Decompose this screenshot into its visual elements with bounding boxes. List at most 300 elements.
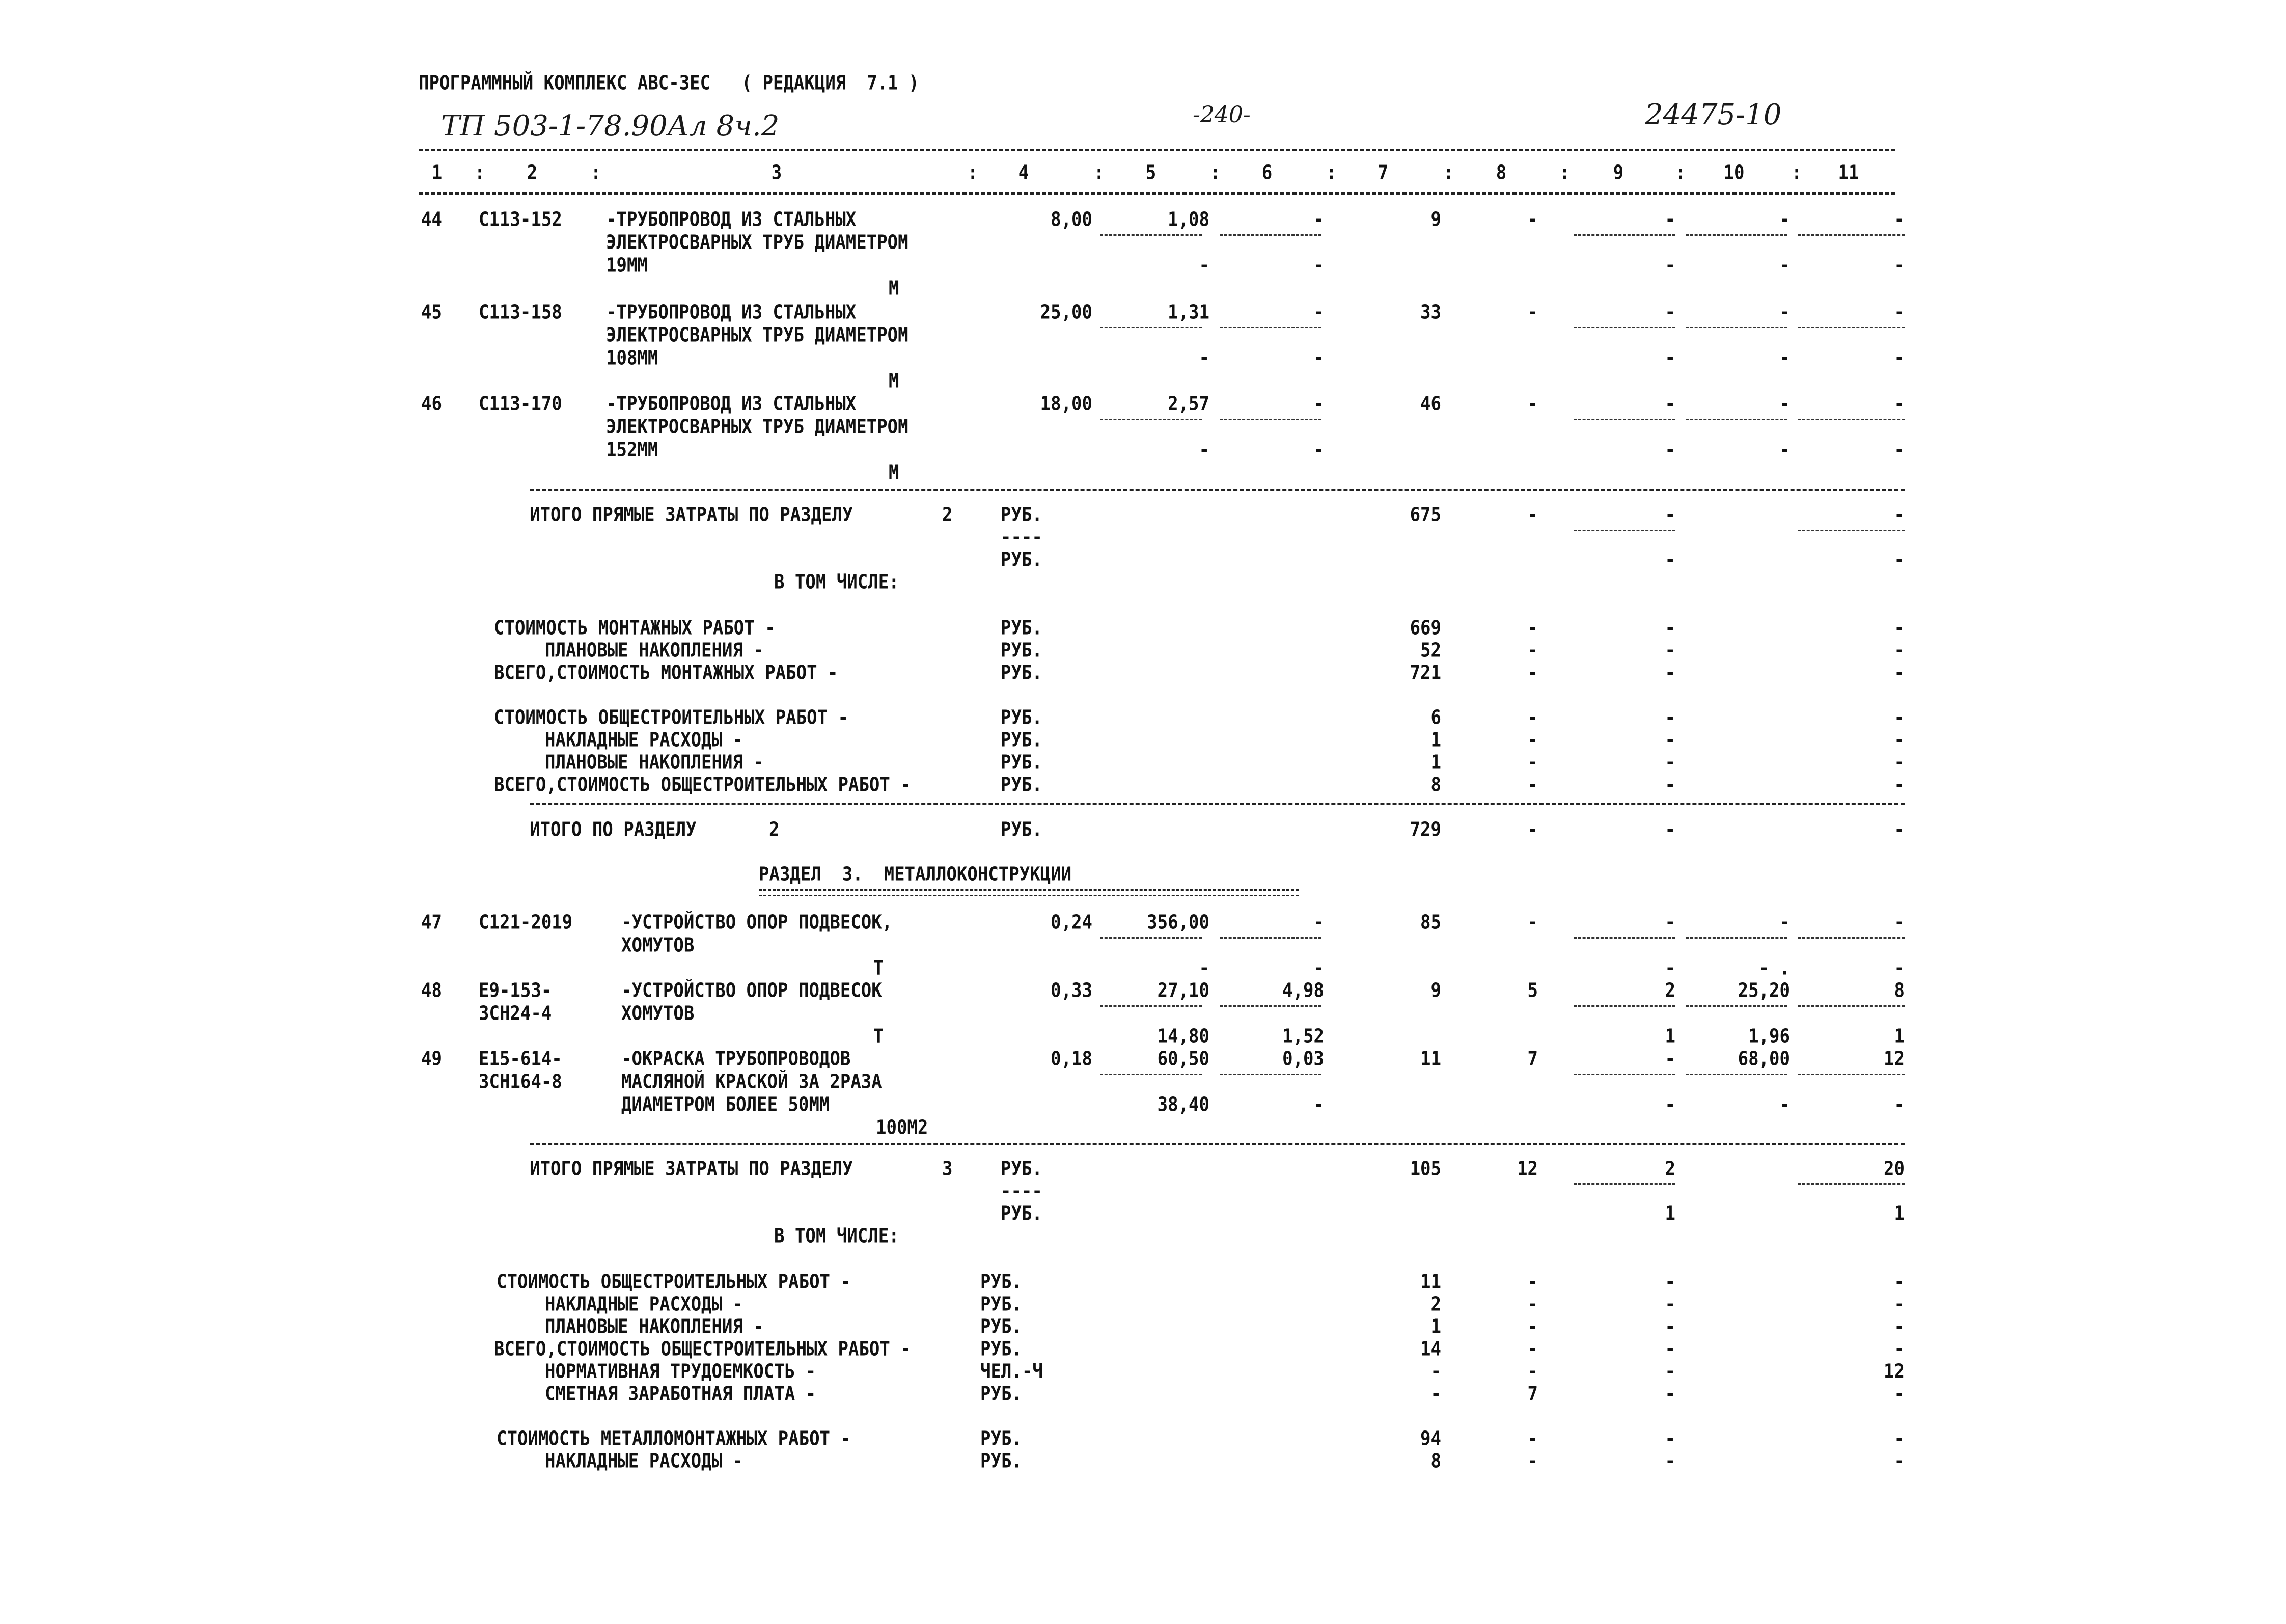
item-c9b: - [1665, 346, 1675, 370]
summary-c9: - [1665, 773, 1675, 796]
summary-c7: 8 [1430, 1449, 1441, 1473]
item-description: 19ММ [606, 254, 648, 277]
item-c11: - [1894, 300, 1905, 324]
section-total-c11: - [1894, 503, 1905, 527]
item-price-rule [1100, 234, 1202, 236]
item-c9b: - [1665, 254, 1675, 277]
including-heading: В ТОМ ЧИСЛЕ: [774, 570, 899, 594]
section-total-c8: 12 [1517, 1157, 1538, 1180]
item-unit: 100М2 [876, 1116, 928, 1139]
item-c10b: 1,96 [1748, 1025, 1790, 1048]
section-final-c7: 729 [1410, 818, 1441, 841]
item-c11b: - [1894, 346, 1905, 370]
summary-c7: 14 [1420, 1337, 1441, 1361]
summary-c11: - [1894, 773, 1905, 796]
summary-c9: - [1665, 1427, 1675, 1450]
column-heading-6: 6 [1261, 161, 1273, 184]
summary-c7: 721 [1410, 661, 1441, 684]
summary-label: ВСЕГО,СТОИМОСТЬ ОБЩЕСТРОИТЕЛЬНЫХ РАБОТ - [494, 1337, 911, 1361]
item-total: 9 [1430, 979, 1441, 1002]
summary-c7: - [1430, 1360, 1441, 1383]
item-description: 152ММ [606, 438, 658, 461]
summary-c7: - [1430, 1382, 1441, 1406]
column-heading-2: 2 [527, 161, 538, 184]
item-total: 11 [1420, 1047, 1441, 1070]
item-unit: Т [873, 1025, 884, 1048]
item-price-rule [1220, 234, 1321, 236]
item-rule [1686, 1005, 1787, 1007]
summary-label: НАКЛАДНЫЕ РАСХОДЫ - [545, 728, 743, 752]
item-c10: 25,20 [1738, 979, 1790, 1002]
item-price-rule [1100, 419, 1202, 420]
item-code: Е15-614- [479, 1047, 562, 1070]
item-c11: 8 [1894, 979, 1905, 1002]
item-c9: - [1665, 1047, 1675, 1070]
summary-c7: 1 [1430, 751, 1441, 774]
item-number: 44 [421, 208, 442, 231]
summary-label: ВСЕГО,СТОИМОСТЬ МОНТАЖНЫХ РАБОТ - [494, 661, 838, 684]
section-total-c9b: - [1665, 548, 1675, 571]
section-final-c8: - [1527, 818, 1538, 841]
section-total-c11: 20 [1884, 1157, 1905, 1180]
column-separator: : [475, 161, 485, 184]
summary-c8: 7 [1527, 1382, 1538, 1406]
summary-c9: - [1665, 1360, 1675, 1383]
summary-c8: - [1527, 751, 1538, 774]
section-total-label: ИТОГО ПРЯМЫЕ ЗАТРАТЫ ПО РАЗДЕЛУ [530, 1157, 853, 1180]
item-quantity: 8,00 [1051, 208, 1092, 231]
summary-c7: 2 [1430, 1292, 1441, 1316]
item-description: ЭЛЕКТРОСВАРНЫХ ТРУБ ДИАМЕТРОМ [606, 323, 908, 347]
section-final-unit: РУБ. [1001, 818, 1042, 841]
item-c9b: - [1665, 956, 1675, 980]
item-c11b: - [1894, 1093, 1905, 1116]
item-rule [1574, 419, 1675, 420]
summary-c11: - [1894, 1315, 1905, 1338]
section-unit-2: РУБ. [1001, 1202, 1042, 1225]
total-rule [1798, 1183, 1905, 1185]
summary-c9: - [1665, 1337, 1675, 1361]
summary-c11: - [1894, 1449, 1905, 1473]
item-rule [1686, 234, 1787, 236]
item-c8: - [1527, 392, 1538, 416]
summary-c8: - [1527, 661, 1538, 684]
summary-c11: - [1894, 1427, 1905, 1450]
summary-unit: РУБ. [1001, 661, 1042, 684]
item-c11b: - [1894, 254, 1905, 277]
item-c9b: - [1665, 1093, 1675, 1116]
summary-unit: РУБ. [1001, 751, 1042, 774]
summary-label: НАКЛАДНЫЕ РАСХОДЫ - [545, 1449, 743, 1473]
item-c6b: - [1313, 438, 1324, 461]
item-c10b: - [1779, 254, 1790, 277]
column-separator: : [1094, 161, 1105, 184]
summary-c7: 52 [1420, 639, 1441, 662]
summary-label: СТОИМОСТЬ МЕТАЛЛОМОНТАЖНЫХ РАБОТ - [497, 1427, 851, 1450]
item-code-2: 3СН164-8 [479, 1070, 562, 1093]
column-heading-9: 9 [1613, 161, 1624, 184]
unit-separator: ---- [1001, 1179, 1042, 1203]
item-number: 45 [421, 300, 442, 324]
item-c9: - [1665, 911, 1675, 934]
item-unit-price-b: - [1199, 956, 1209, 980]
item-c9: 2 [1665, 979, 1675, 1002]
summary-unit: РУБ. [980, 1315, 1022, 1338]
item-price-rule [1100, 1005, 1202, 1007]
item-rule [1798, 234, 1905, 236]
item-number: 49 [421, 1047, 442, 1070]
item-description: ЭЛЕКТРОСВАРНЫХ ТРУБ ДИАМЕТРОМ [606, 231, 908, 254]
summary-c7: 94 [1420, 1427, 1441, 1450]
total-rule [1798, 530, 1905, 531]
item-c6b: - [1313, 956, 1324, 980]
item-c9: - [1665, 208, 1675, 231]
item-quantity: 18,00 [1040, 392, 1092, 416]
item-c6: - [1313, 300, 1324, 324]
item-price-rule [1220, 1005, 1321, 1007]
summary-c9: - [1665, 639, 1675, 662]
item-rule [1686, 419, 1787, 420]
item-rule [1798, 1074, 1905, 1075]
unit-separator: ---- [1001, 526, 1042, 549]
summary-unit: РУБ. [980, 1292, 1022, 1316]
column-heading-10: 10 [1723, 161, 1745, 184]
stamp-number: 24475-10 [1645, 98, 1782, 131]
summary-c8: - [1527, 728, 1538, 752]
summary-c8: - [1527, 1360, 1538, 1383]
section-final-number: 2 [769, 818, 780, 841]
summary-c9: - [1665, 1449, 1675, 1473]
section-total-c7: 105 [1410, 1157, 1441, 1180]
item-unit-price-b: 38,40 [1157, 1093, 1209, 1116]
item-c11: - [1894, 911, 1905, 934]
section-rule [530, 803, 1905, 805]
item-total: 9 [1430, 208, 1441, 231]
summary-c8: - [1527, 773, 1538, 796]
item-unit-price: 356,00 [1147, 911, 1209, 934]
section-rule [530, 1143, 1905, 1145]
summary-c11: - [1894, 661, 1905, 684]
column-separator: : [1792, 161, 1802, 184]
summary-label: ПЛАНОВЫЕ НАКОПЛЕНИЯ - [545, 1315, 764, 1338]
item-unit-price: 1,31 [1168, 300, 1209, 324]
item-price-rule [1100, 1074, 1202, 1075]
summary-c9: - [1665, 728, 1675, 752]
summary-c8: - [1527, 1270, 1538, 1293]
item-unit: Т [873, 956, 884, 980]
item-c11b: - [1894, 956, 1905, 980]
summary-c9: - [1665, 751, 1675, 774]
item-description: -ТРУБОПРОВОД ИЗ СТАЛЬНЫХ [606, 208, 857, 231]
summary-unit: РУБ. [980, 1337, 1022, 1361]
section-total-c8: - [1527, 503, 1538, 527]
item-rule [1798, 1005, 1905, 1007]
item-unit: М [889, 461, 899, 484]
summary-label: НАКЛАДНЫЕ РАСХОДЫ - [545, 1292, 743, 1316]
total-rule [1574, 1183, 1675, 1185]
summary-label: ВСЕГО,СТОИМОСТЬ ОБЩЕСТРОИТЕЛЬНЫХ РАБОТ - [494, 773, 911, 796]
item-code-2: 3СН24-4 [479, 1002, 552, 1025]
section-final-c11: - [1894, 818, 1905, 841]
item-c10: - [1779, 911, 1790, 934]
section-final-c9: - [1665, 818, 1675, 841]
column-heading-5: 5 [1145, 161, 1156, 184]
summary-c8: - [1527, 706, 1538, 729]
item-description: 108ММ [606, 346, 658, 370]
summary-unit: РУБ. [1001, 616, 1042, 640]
section-title: РАЗДЕЛ 3. МЕТАЛЛОКОНСТРУКЦИИ [759, 863, 1072, 886]
item-quantity: 0,33 [1051, 979, 1092, 1002]
total-rule [1574, 530, 1675, 531]
item-unit-price: 27,10 [1157, 979, 1209, 1002]
item-description: -УСТРОЙСТВО ОПОР ПОДВЕСОК, [621, 911, 893, 934]
item-c8: - [1527, 300, 1538, 324]
summary-c9: - [1665, 661, 1675, 684]
item-c6b: - [1313, 254, 1324, 277]
item-c11b: 1 [1894, 1025, 1905, 1048]
section-total-c9b: 1 [1665, 1202, 1675, 1225]
section-total-c11b: 1 [1894, 1202, 1905, 1225]
summary-label: ПЛАНОВЫЕ НАКОПЛЕНИЯ - [545, 639, 764, 662]
summary-c8: - [1527, 616, 1538, 640]
summary-c11: - [1894, 706, 1905, 729]
item-unit-price-b: - [1199, 254, 1209, 277]
item-c6: 0,03 [1282, 1047, 1324, 1070]
summary-unit: ЧЕЛ.-Ч [980, 1360, 1043, 1383]
item-code: Е9-153- [479, 979, 552, 1002]
item-c10: 68,00 [1738, 1047, 1790, 1070]
item-c10b: - . [1758, 956, 1790, 980]
item-c6: - [1313, 911, 1324, 934]
item-description: -УСТРОЙСТВО ОПОР ПОДВЕСОК [621, 979, 882, 1002]
item-unit-price: 60,50 [1157, 1047, 1209, 1070]
item-number: 46 [421, 392, 442, 416]
item-c6: - [1313, 208, 1324, 231]
item-rule [1798, 937, 1905, 939]
column-heading-11: 11 [1838, 161, 1859, 184]
item-unit-price-b: - [1199, 438, 1209, 461]
item-rule [1574, 1005, 1675, 1007]
summary-unit: РУБ. [1001, 728, 1042, 752]
summary-c11: - [1894, 1292, 1905, 1316]
summary-c8: - [1527, 1449, 1538, 1473]
summary-unit: РУБ. [980, 1382, 1022, 1406]
document-code: ТП 503-1-78.90Ал 8ч.2 [441, 109, 780, 143]
section-number: 2 [942, 503, 953, 527]
item-c11: - [1894, 208, 1905, 231]
item-price-rule [1220, 419, 1321, 420]
column-separator: : [968, 161, 978, 184]
item-description: ХОМУТОВ [621, 1002, 695, 1025]
section-total-c9: 2 [1665, 1157, 1675, 1180]
item-c10b: - [1779, 1093, 1790, 1116]
summary-c9: - [1665, 1292, 1675, 1316]
item-quantity: 25,00 [1040, 300, 1092, 324]
item-c10b: - [1779, 346, 1790, 370]
column-separator: : [591, 161, 601, 184]
item-price-rule [1100, 327, 1202, 328]
item-price-rule [1220, 937, 1321, 939]
item-c11: - [1894, 392, 1905, 416]
item-rule [1798, 419, 1905, 420]
item-rule [1574, 1074, 1675, 1075]
column-separator: : [1443, 161, 1454, 184]
column-heading-3: 3 [771, 161, 782, 184]
summary-c7: 669 [1410, 616, 1441, 640]
summary-c9: - [1665, 706, 1675, 729]
item-unit-price: 1,08 [1168, 208, 1209, 231]
column-heading-7: 7 [1378, 161, 1389, 184]
summary-label: СМЕТНАЯ ЗАРАБОТНАЯ ПЛАТА - [545, 1382, 816, 1406]
item-unit: М [889, 277, 899, 300]
summary-label: СТОИМОСТЬ МОНТАЖНЫХ РАБОТ - [494, 616, 776, 640]
item-rule [1574, 327, 1675, 328]
item-c8: 5 [1527, 979, 1538, 1002]
summary-label: ПЛАНОВЫЕ НАКОПЛЕНИЯ - [545, 751, 764, 774]
summary-c11: - [1894, 616, 1905, 640]
section-title-underline [759, 889, 1299, 896]
item-rule [1686, 937, 1787, 939]
item-unit-price-b: - [1199, 346, 1209, 370]
item-code: С113-152 [479, 208, 562, 231]
summary-unit: РУБ. [1001, 706, 1042, 729]
item-rule [1686, 1074, 1787, 1075]
summary-c8: - [1527, 1292, 1538, 1316]
item-c9: - [1665, 392, 1675, 416]
item-description: -ОКРАСКА ТРУБОПРОВОДОВ [621, 1047, 851, 1070]
item-c9b: - [1665, 438, 1675, 461]
column-heading-8: 8 [1496, 161, 1507, 184]
item-c11b: - [1894, 438, 1905, 461]
item-rule [1686, 327, 1787, 328]
summary-c7: 11 [1420, 1270, 1441, 1293]
summary-c9: - [1665, 1270, 1675, 1293]
column-separator: : [1326, 161, 1337, 184]
item-price-rule [1220, 1074, 1321, 1075]
item-c9: - [1665, 300, 1675, 324]
item-c6b: 1,52 [1282, 1025, 1324, 1048]
section-unit: РУБ. [1001, 503, 1042, 527]
summary-label: СТОИМОСТЬ ОБЩЕСТРОИТЕЛЬНЫХ РАБОТ - [497, 1270, 851, 1293]
summary-c8: - [1527, 1315, 1538, 1338]
item-total: 85 [1420, 911, 1441, 934]
section-total-c11b: - [1894, 548, 1905, 571]
summary-c8: - [1527, 1337, 1538, 1361]
item-c6b: - [1313, 1093, 1324, 1116]
section-unit: РУБ. [1001, 1157, 1042, 1180]
summary-c7: 8 [1430, 773, 1441, 796]
item-c8: - [1527, 911, 1538, 934]
section-rule [530, 489, 1905, 491]
summary-c9: - [1665, 1315, 1675, 1338]
summary-unit: РУБ. [980, 1270, 1022, 1293]
summary-c9: - [1665, 616, 1675, 640]
summary-c11: 12 [1884, 1360, 1905, 1383]
summary-unit: РУБ. [980, 1427, 1022, 1450]
item-quantity: 0,24 [1051, 911, 1092, 934]
summary-c9: - [1665, 1382, 1675, 1406]
item-code: С113-170 [479, 392, 562, 416]
item-number: 48 [421, 979, 442, 1002]
column-separator: : [1210, 161, 1221, 184]
summary-unit: РУБ. [1001, 773, 1042, 796]
column-separator: : [1675, 161, 1686, 184]
summary-c11: - [1894, 1270, 1905, 1293]
column-heading-1: 1 [431, 161, 443, 184]
item-c9b: 1 [1665, 1025, 1675, 1048]
summary-c8: - [1527, 639, 1538, 662]
section-final-label: ИТОГО ПО РАЗДЕЛУ [530, 818, 697, 841]
item-rule [1574, 234, 1675, 236]
item-c11: 12 [1884, 1047, 1905, 1070]
summary-c11: - [1894, 728, 1905, 752]
item-c6b: - [1313, 346, 1324, 370]
section-total-c7: 675 [1410, 503, 1441, 527]
item-c10: - [1779, 208, 1790, 231]
item-rule [1798, 327, 1905, 328]
item-c10b: - [1779, 438, 1790, 461]
summary-c11: - [1894, 639, 1905, 662]
summary-unit: РУБ. [980, 1449, 1022, 1473]
item-c6: - [1313, 392, 1324, 416]
item-c6: 4,98 [1282, 979, 1324, 1002]
summary-unit: РУБ. [1001, 639, 1042, 662]
item-quantity: 0,18 [1051, 1047, 1092, 1070]
section-number: 3 [942, 1157, 953, 1180]
item-code: С121-2019 [479, 911, 573, 934]
item-description: МАСЛЯНОЙ КРАСКОЙ ЗА 2РАЗА [621, 1070, 882, 1093]
header-rule-top [419, 149, 1895, 151]
item-description: ДИАМЕТРОМ БОЛЕЕ 50ММ [621, 1093, 830, 1116]
summary-c7: 1 [1430, 728, 1441, 752]
item-price-rule [1100, 937, 1202, 939]
item-code: С113-158 [479, 300, 562, 324]
item-total: 46 [1420, 392, 1441, 416]
item-price-rule [1220, 327, 1321, 328]
summary-label: СТОИМОСТЬ ОБЩЕСТРОИТЕЛЬНЫХ РАБОТ - [494, 706, 848, 729]
summary-c7: 1 [1430, 1315, 1441, 1338]
summary-label: НОРМАТИВНАЯ ТРУДОЕМКОСТЬ - [545, 1360, 816, 1383]
item-description: -ТРУБОПРОВОД ИЗ СТАЛЬНЫХ [606, 300, 857, 324]
item-number: 47 [421, 911, 442, 934]
item-c10: - [1779, 392, 1790, 416]
item-description: ХОМУТОВ [621, 933, 695, 957]
summary-c11: - [1894, 751, 1905, 774]
item-total: 33 [1420, 300, 1441, 324]
column-separator: : [1559, 161, 1570, 184]
column-heading-4: 4 [1018, 161, 1029, 184]
program-header: ПРОГРАММНЫЙ КОМПЛЕКС АВС-3ЕС ( РЕДАКЦИЯ 7.1 ) [419, 71, 919, 95]
item-c8: 7 [1527, 1047, 1538, 1070]
summary-c8: - [1527, 1427, 1538, 1450]
item-unit-price: 2,57 [1168, 392, 1209, 416]
including-heading: В ТОМ ЧИСЛЕ: [774, 1224, 899, 1248]
item-unit-price-b: 14,80 [1157, 1025, 1209, 1048]
item-c10: - [1779, 300, 1790, 324]
item-description: ЭЛЕКТРОСВАРНЫХ ТРУБ ДИАМЕТРОМ [606, 415, 908, 438]
item-rule [1574, 937, 1675, 939]
item-unit: М [889, 369, 899, 393]
summary-c11: - [1894, 1382, 1905, 1406]
section-total-label: ИТОГО ПРЯМЫЕ ЗАТРАТЫ ПО РАЗДЕЛУ [530, 503, 853, 527]
page-number: -240- [1193, 102, 1251, 128]
summary-c11: - [1894, 1337, 1905, 1361]
section-total-c9: - [1665, 503, 1675, 527]
summary-c7: 6 [1430, 706, 1441, 729]
item-description: -ТРУБОПРОВОД ИЗ СТАЛЬНЫХ [606, 392, 857, 416]
header-rule-bottom [419, 192, 1895, 195]
section-unit-2: РУБ. [1001, 548, 1042, 571]
